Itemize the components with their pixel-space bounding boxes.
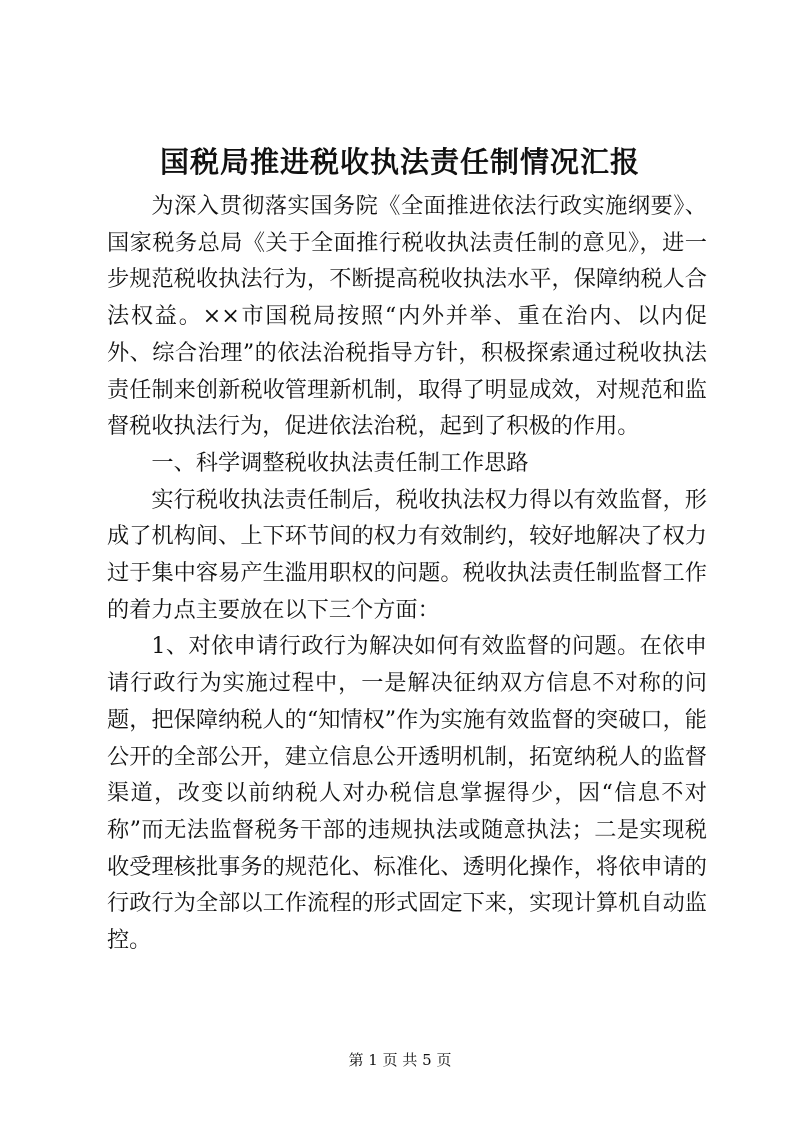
paragraph-intro: 为深入贯彻落实国务院《全面推进依法行政实施纲要》、国家税务总局《关于全面推行税收执法责任制的意见》，进一步规范税收执法行为，不断提高税收执法水平，保障纳税人合法权益。××市国税局按照“内外并举、重在治内、以内促外、综合治理”的依法治税指导方针，积极探索通过税收执法责任制来创新税收管理新机制，取得了明显成效，对规范和监督税收执法行为，促进依法治税，起到了积极的作用。 [107,193,707,440]
paragraph-overview: 实行税收执法责任制后，税收执法权力得以有效监督，形成了机构间、上下环节间的权力有效制约，较好地解决了权力过于集中容易产生滥用职权的问题。税收执法责任制监督工作的着力点主要放在以下三个方面： [107,486,707,623]
section-heading: 一、科学调整税收执法责任制工作思路 [151,449,529,476]
page-footer: 第 1 页 共 5 页 [348,1051,452,1069]
document-body [107,188,707,959]
paragraph-point-1: 1、对依申请行政行为解决如何有效监督的问题。在依申请行政行为实施过程中，一是解决征纳双方信息不对称的问题，把保障纳税人的“知情权”作为实施有效监督的突破口，能公开的全部公开，建立信息公开透明机制，拓宽纳税人的监督渠道，改变以前纳税人对办税信息掌握得少，因“信息不对称”而无法监督税务干部的违规执法或随意执法；二是实现税收受理核批事务的规范化、标准化、透明化操作，将依申请的行政行为全部以工作流程的形式固定下来，实现计算机自动监控。 [107,633,707,954]
document-title: 国税局推进税收执法责任制情况汇报 [159,145,640,179]
